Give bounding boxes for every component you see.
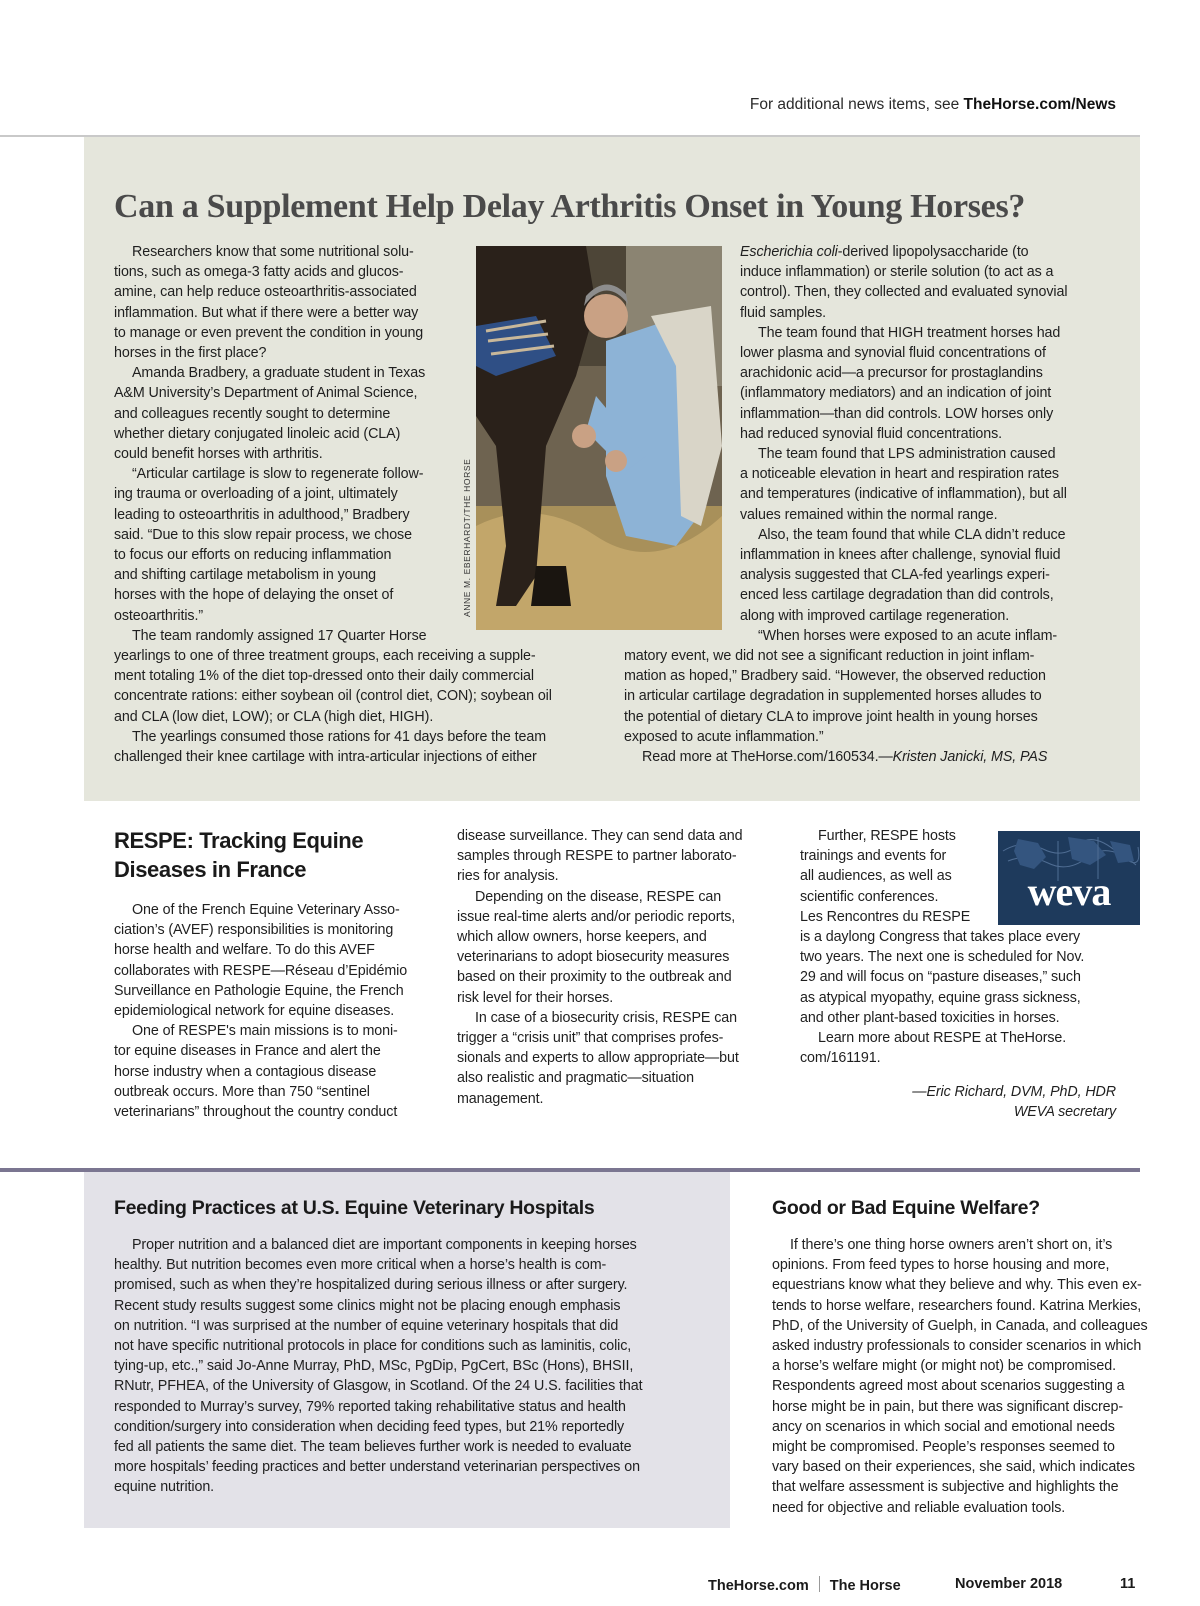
- article2-column2: [457, 826, 787, 1109]
- text-line: that welfare assessment is subjective and highlights the: [772, 1479, 1119, 1496]
- text-line: fluid samples.: [740, 304, 827, 321]
- text-line: two years. The next one is scheduled for Nov.: [800, 949, 1085, 966]
- article2-signature: [800, 1082, 1116, 1122]
- text-line: Recent study results suggest some clinics might not be placing enough emphasis: [114, 1297, 621, 1314]
- text-line: The team randomly assigned 17 Quarter Horse: [132, 627, 427, 644]
- text-line: is a daylong Congress that takes place every: [800, 929, 1081, 945]
- text-line: leading to osteoarthritis in adulthood,” Bradbery: [114, 506, 410, 523]
- header-note: [750, 96, 1116, 114]
- text-line: analysis suggested that CLA-fed yearlings experi-: [740, 567, 1050, 584]
- article2-column1: [114, 900, 444, 1122]
- text-line: which allow owners, horse keepers, and: [457, 929, 707, 946]
- text-line: based on their proximity to the outbreak and: [457, 969, 732, 986]
- text-line: risk level for their horses.: [457, 989, 614, 1006]
- weva-logo-text: weva: [1027, 869, 1111, 914]
- footer-site[interactable]: TheHorse.com: [708, 1578, 809, 1594]
- text-line: tends to horse welfare, researchers found. Katrina Merkies,: [772, 1297, 1142, 1314]
- text-line: Amanda Bradbery, a graduate student in Texas: [132, 365, 426, 382]
- text-line: could benefit horses with arthritis.: [114, 446, 323, 463]
- article1-column2-wide: [624, 646, 1124, 747]
- text-line: as atypical myopathy, equine grass sickness,: [800, 989, 1081, 1006]
- photo-credit: ANNE M. EBERHARDT/THE HORSE: [462, 458, 472, 617]
- text-line: disease surveillance. They can send data and: [457, 828, 743, 844]
- text-line: whether dietary conjugated linoleic acid (CLA): [114, 425, 401, 442]
- footer-page-number: 11: [1120, 1576, 1136, 1592]
- article1-column2: [740, 242, 1120, 646]
- text-line: more hospitals’ feeding practices and better understand veterinarian perspectives on: [114, 1459, 640, 1476]
- text-line: ries for analysis.: [457, 868, 559, 885]
- text-line: tions, such as omega-3 fatty acids and glucos-: [114, 264, 404, 281]
- text-line: values remained within the normal range.: [740, 506, 998, 523]
- text-line: promised, such as when they’re hospitalized during serious illness or after surgery.: [114, 1277, 628, 1294]
- text-line: matory event, we did not see a significant reduction in joint inflam-: [624, 648, 1035, 664]
- text-line: Respondents agreed most about scenarios suggesting a: [772, 1378, 1125, 1395]
- text-line: responded to Murray’s survey, 79% reported taking rehabilitative status and health: [114, 1398, 626, 1415]
- news-link[interactable]: TheHorse.com/News: [963, 96, 1116, 113]
- text-line: inflammation—than did controls. LOW horses only: [740, 405, 1054, 422]
- text-line: inflammation. But what if there were a better way: [114, 304, 419, 321]
- text-line: fed all patients the same diet. The team believes further work is needed to evaluate: [114, 1439, 632, 1456]
- text-line: ciation’s (AVEF) responsibilities is monitoring: [114, 922, 394, 939]
- text-line: and colleagues recently sought to determine: [114, 405, 391, 422]
- text-line: 29 and will focus on “pasture diseases,” such: [800, 969, 1081, 986]
- text-line: challenged their knee cartilage with intra-articular injections of either: [114, 749, 537, 766]
- text-line: concentrate rations: either soybean oil (control diet, CON); soybean oil: [114, 688, 552, 705]
- text-line: RNutr, PFHEA, of the University of Glasgow, in Scotland. Of the 24 U.S. facilities that: [114, 1378, 643, 1395]
- article1-author: Kristen Janicki, MS, PAS: [892, 749, 1048, 765]
- article2-column3: [800, 927, 1140, 1068]
- text-line: a horse’s welfare might (or might not) be compromised.: [772, 1358, 1116, 1375]
- text-line: com/161191.: [800, 1050, 881, 1067]
- article3-title: Feeding Practices at U.S. Equine Veterinary Hospitals: [114, 1197, 595, 1219]
- text-line: ing trauma or overloading of a joint, ultimately: [114, 486, 398, 503]
- article2-title-line1: RESPE: Tracking Equine: [114, 828, 364, 853]
- text-line: ancy on scenarios in which social and emotional needs: [772, 1418, 1115, 1435]
- text-line: condition/surgery into consideration when deciding feed types, but 21% reportedly: [114, 1418, 625, 1435]
- article4-title: Good or Bad Equine Welfare?: [772, 1197, 1040, 1219]
- text-line: control). Then, they collected and evaluated synovial: [740, 284, 1068, 301]
- text-line: healthy. But nutrition becomes even more critical when a horse’s health is com-: [114, 1257, 607, 1274]
- text-line: tying-up, etc.,” said Jo-Anne Murray, PhD, MSc, PgDip, PgCert, BSc (Hons), BHSII,: [114, 1358, 634, 1375]
- text-line: sionals and experts to allow appropriate—but: [457, 1050, 739, 1067]
- text-line: arachidonic acid—a precursor for prostaglandins: [740, 365, 1043, 382]
- article1-column1: [114, 242, 474, 646]
- text-line: horse health and welfare. To do this AVEF: [114, 942, 375, 959]
- text-line: epidemiological network for equine diseases.: [114, 1003, 395, 1020]
- footer-magazine: The Horse: [829, 1578, 901, 1594]
- text-line: and shifting cartilage metabolism in young: [114, 567, 377, 584]
- text-line: equine nutrition.: [114, 1479, 215, 1496]
- article2-column3-narrow: [800, 826, 990, 927]
- article2-title: [114, 826, 444, 884]
- text-line: Researchers know that some nutritional solu-: [132, 244, 414, 260]
- text-line: not have specific nutritional protocols in place for conditions such as laminitis, colic,: [114, 1338, 632, 1355]
- readmore-link[interactable]: Read more at TheHorse.com/160534.—: [642, 749, 893, 765]
- text-line: issue real-time alerts and/or periodic reports,: [457, 908, 736, 925]
- text-line: One of RESPE's main missions is to moni-: [132, 1023, 398, 1040]
- article3-body: [114, 1235, 714, 1498]
- text-line: along with improved cartilage regeneration.: [740, 607, 1010, 624]
- text-line: and temperatures (indicative of inflammation), but all: [740, 486, 1067, 503]
- header-note-prefix: For additional news items, see: [749, 96, 964, 113]
- text-line: yearlings to one of three treatment groups, each receiving a supple-: [114, 648, 536, 664]
- text-line: all audiences, as well as: [800, 868, 952, 885]
- text-line: scientific conferences.: [800, 888, 939, 905]
- text-line: to focus our efforts on reducing inflammation: [114, 547, 392, 564]
- text-line: asked industry professionals to consider scenarios in which: [772, 1338, 1142, 1355]
- footer-site-block: [708, 1576, 901, 1594]
- article4-body: [772, 1235, 1172, 1518]
- text-line: also realistic and pragmatic—situation: [457, 1070, 694, 1087]
- text-line: exposed to acute inflammation.”: [624, 728, 824, 745]
- text-line: horse might be in pain, but there was significant discrep-: [772, 1398, 1124, 1415]
- text-line: induce inflammation) or sterile solution (to act as a: [740, 264, 1054, 281]
- text-line: and CLA (low diet, LOW); or CLA (high diet, HIGH).: [114, 708, 434, 725]
- text-line: The yearlings consumed those rations for 41 days before the team: [132, 728, 547, 745]
- text-line: “When horses were exposed to an acute inflam-: [758, 627, 1058, 644]
- text-line: osteoarthritis.”: [114, 607, 203, 624]
- article1-readmore: [642, 747, 1122, 767]
- text-line: opinions. From feed types to horse housing and more,: [772, 1257, 1110, 1274]
- text-line: mation as hoped,” Bradbery said. “However, the observed reduction: [624, 668, 1046, 685]
- article1-title: Can a Supplement Help Delay Arthritis Onset in Young Horses?: [114, 188, 1026, 225]
- text-line: Further, RESPE hosts: [818, 828, 956, 844]
- text-line: need for objective and reliable evaluation tools.: [772, 1499, 1066, 1516]
- text-line: inflammation in knees after challenge, synovial fluid: [740, 547, 1061, 564]
- text-line: amine, can help reduce osteoarthritis-associated: [114, 284, 417, 301]
- text-line: Depending on the disease, RESPE can: [475, 888, 722, 905]
- text-line: One of the French Equine Veterinary Asso-: [132, 902, 400, 918]
- text-line: In case of a biosecurity crisis, RESPE can: [475, 1009, 737, 1026]
- text-line: Surveillance en Pathologie Equine, the French: [114, 982, 404, 999]
- text-line: veterinarians” throughout the country conduct: [114, 1104, 398, 1121]
- text-line: horses in the first place?: [114, 345, 267, 362]
- text-line: Also, the team found that while CLA didn’t reduce: [758, 526, 1066, 543]
- article1-col2-first-line: [740, 242, 1120, 262]
- footer-separator: [819, 1576, 820, 1592]
- text-line: trainings and events for: [800, 848, 947, 865]
- weva-logo: [998, 831, 1140, 925]
- text-line: Proper nutrition and a balanced diet are important components in keeping horses: [132, 1237, 637, 1253]
- text-line: Les Rencontres du RESPE: [800, 908, 971, 925]
- text-line: Learn more about RESPE at TheHorse.: [818, 1030, 1067, 1047]
- signature-name: —Eric Richard, DVM, PhD, HDR: [912, 1084, 1116, 1100]
- text-line: in articular cartilage degradation in supplemented horses alludes to: [624, 688, 1042, 705]
- horse-vet-illustration: [476, 246, 722, 630]
- text-line: equestrians know what they believe and why. This even ex-: [772, 1277, 1142, 1294]
- text-line: a noticeable elevation in heart and respiration rates: [740, 466, 1059, 483]
- signature-title: WEVA secretary: [1013, 1104, 1116, 1121]
- text-line: outbreak occurs. More than 750 “sentinel: [114, 1083, 370, 1100]
- text-line: the potential of dietary CLA to improve joint health in young horses: [624, 708, 1038, 725]
- text-line: enced less cartilage degradation than did controls,: [740, 587, 1054, 604]
- text-line: (inflammatory mediators) and an indication of joint: [740, 385, 1052, 402]
- text-line: collaborates with RESPE—Réseau d’Epidémio: [114, 962, 408, 979]
- article1-column1-wide: [114, 646, 604, 767]
- species-name: Escherichia coli: [740, 244, 838, 260]
- text-line: on nutrition. “I was surprised at the number of equine veterinary hospitals that did: [114, 1317, 619, 1334]
- text-line: PhD, of the University of Guelph, in Canada, and colleagues: [772, 1317, 1148, 1334]
- text-line: to manage or even prevent the condition in young: [114, 324, 424, 341]
- article1-photo: [476, 246, 722, 630]
- text-line: horses with the hope of delaying the onset of: [114, 587, 394, 604]
- text-line: trigger a “crisis unit” that comprises profes-: [457, 1030, 724, 1047]
- text-line: vary based on their experiences, she said, which indicates: [772, 1459, 1135, 1476]
- text-line: might be compromised. People’s responses seemed to: [772, 1439, 1115, 1456]
- text-line: veterinarians to adopt biosecurity measures: [457, 949, 730, 966]
- text-line: If there’s one thing horse owners aren’t short on, it’s: [790, 1237, 1113, 1253]
- text-line: “Articular cartilage is slow to regenerate follow-: [132, 466, 424, 483]
- text-line: had reduced synovial fluid concentrations.: [740, 425, 1003, 442]
- text-line: tor equine diseases in France and alert the: [114, 1043, 381, 1060]
- text-line: said. “Due to this slow repair process, we chose: [114, 526, 412, 543]
- text-line: The team found that HIGH treatment horses had: [758, 324, 1061, 341]
- text-line: ment totaling 1% of the diet top-dressed onto their daily commercial: [114, 668, 534, 685]
- text-line: and other plant-based toxicities in horses.: [800, 1009, 1060, 1026]
- text-line: samples through RESPE to partner laborato-: [457, 848, 737, 865]
- text-line: The team found that LPS administration caused: [758, 446, 1056, 463]
- text-line: lower plasma and synovial fluid concentrations of: [740, 345, 1046, 362]
- text-line: management.: [457, 1090, 544, 1107]
- text-line: horse industry when a contagious disease: [114, 1063, 377, 1080]
- article2-title-line2: Diseases in France: [114, 857, 307, 882]
- footer-issue: November 2018: [955, 1576, 1063, 1592]
- text-line: A&M University’s Department of Animal Science,: [114, 385, 418, 402]
- article1-col2-first-rest: -derived lipopolysaccharide (to: [837, 244, 1029, 260]
